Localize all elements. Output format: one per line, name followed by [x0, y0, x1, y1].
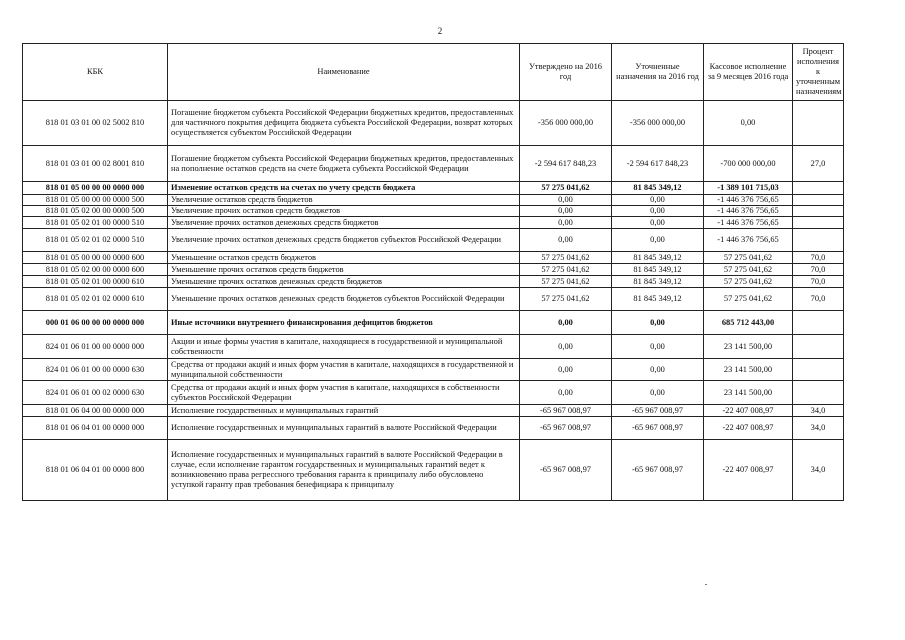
cell-executed: -22 407 008,97 — [704, 417, 793, 440]
header-revised: Уточненные назначения на 2016 год — [612, 44, 704, 101]
cell-name: Средства от продажи акций и иных форм участия в капитале, находящихся в государственной и муниципальной собственности — [168, 359, 520, 381]
cell-revised: 0,00 — [612, 335, 704, 359]
cell-executed: 685 712 443,00 — [704, 311, 793, 335]
cell-approved: -356 000 000,00 — [520, 101, 612, 146]
cell-kbk: 818 01 05 02 01 02 0000 610 — [23, 288, 168, 311]
cell-percent: 27,0 — [793, 146, 844, 182]
cell-revised: 0,00 — [612, 381, 704, 405]
cell-approved: 0,00 — [520, 381, 612, 405]
cell-name: Иные источники внутреннего финансирования дефицитов бюджетов — [168, 311, 520, 335]
table-row — [23, 381, 844, 405]
cell-kbk: 818 01 05 00 00 00 0000 600 — [23, 252, 168, 264]
cell-approved: 57 275 041,62 — [520, 182, 612, 195]
cell-kbk: 818 01 05 02 01 00 0000 510 — [23, 217, 168, 229]
cell-name: Уменьшение прочих остатков средств бюджетов — [168, 264, 520, 276]
cell-approved: -2 594 617 848,23 — [520, 146, 612, 182]
cell-name: Увеличение прочих остатков денежных средств бюджетов — [168, 217, 520, 229]
table-row — [23, 206, 844, 217]
cell-revised: 0,00 — [612, 359, 704, 381]
table-row — [23, 276, 844, 288]
cell-name: Увеличение прочих остатков средств бюджетов — [168, 206, 520, 217]
cell-approved: 0,00 — [520, 195, 612, 206]
cell-kbk: 824 01 06 01 00 00 0000 630 — [23, 359, 168, 381]
cell-name: Погашение бюджетом субъекта Российской Федерации бюджетных кредитов, предоставленных для частичного покрытия дефицита бюджета субъекта Российской Федерации, возврат которых осуществляется субъектом Российской Федерации — [168, 101, 520, 146]
page-number: 2 — [437, 26, 443, 36]
cell-name: Исполнение государственных и муниципальных гарантий в валюте Российской Федерации в случае, если исполнение гарантом государственных и муниципальных гарантий ведет к возникновению права регрессного требования гаранта к принципалу либо обусловлено уступкой гаранту прав требования бенефициара к принципалу — [168, 440, 520, 501]
cell-name: Уменьшение прочих остатков денежных средств бюджетов субъектов Российской Федерации — [168, 288, 520, 311]
cell-percent — [793, 311, 844, 335]
cell-name: Средства от продажи акций и иных форм участия в капитале, находящихся в собственности субъектов Российской Федерации — [168, 381, 520, 405]
cell-name: Уменьшение прочих остатков денежных средств бюджетов — [168, 276, 520, 288]
table-row — [23, 311, 844, 335]
cell-approved: 0,00 — [520, 311, 612, 335]
cell-kbk: 818 01 05 00 00 00 0000 000 — [23, 182, 168, 195]
cell-executed: 23 141 500,00 — [704, 359, 793, 381]
cell-kbk: 818 01 06 04 00 00 0000 000 — [23, 405, 168, 417]
cell-revised: -65 967 008,97 — [612, 405, 704, 417]
cell-revised: 81 845 349,12 — [612, 264, 704, 276]
cell-revised: 0,00 — [612, 217, 704, 229]
cell-kbk: 818 01 03 01 00 02 8001 810 — [23, 146, 168, 182]
cell-revised: 81 845 349,12 — [612, 252, 704, 264]
cell-kbk: 818 01 05 02 01 00 0000 610 — [23, 276, 168, 288]
cell-approved: 57 275 041,62 — [520, 264, 612, 276]
cell-executed: 57 275 041,62 — [704, 252, 793, 264]
cell-kbk: 818 01 06 04 01 00 0000 000 — [23, 417, 168, 440]
cell-name: Увеличение остатков средств бюджетов — [168, 195, 520, 206]
table-row — [23, 101, 844, 146]
table-row — [23, 405, 844, 417]
cell-name: Погашение бюджетом субъекта Российской Федерации бюджетных кредитов, предоставленных на пополнение остатков средств на счете бюджета субъекта Российской Федерации — [168, 146, 520, 182]
table-row — [23, 440, 844, 501]
cell-executed: -1 389 101 715,03 — [704, 182, 793, 195]
cell-executed: -1 446 376 756,65 — [704, 195, 793, 206]
cell-approved: 0,00 — [520, 206, 612, 217]
cell-approved: -65 967 008,97 — [520, 405, 612, 417]
cell-kbk: 824 01 06 01 00 00 0000 000 — [23, 335, 168, 359]
cell-revised: 81 845 349,12 — [612, 288, 704, 311]
cell-revised: 0,00 — [612, 229, 704, 252]
cell-executed: 23 141 500,00 — [704, 335, 793, 359]
cell-approved: -65 967 008,97 — [520, 417, 612, 440]
cell-kbk: 824 01 06 01 00 02 0000 630 — [23, 381, 168, 405]
cell-revised: -356 000 000,00 — [612, 101, 704, 146]
cell-approved: -65 967 008,97 — [520, 440, 612, 501]
cell-percent — [793, 206, 844, 217]
cell-name: Уменьшение остатков средств бюджетов — [168, 252, 520, 264]
cell-percent — [793, 101, 844, 146]
table-row — [23, 335, 844, 359]
cell-percent: 70,0 — [793, 288, 844, 311]
cell-name: Исполнение государственных и муниципальных гарантий — [168, 405, 520, 417]
cell-kbk: 000 01 06 00 00 00 0000 000 — [23, 311, 168, 335]
cell-percent — [793, 229, 844, 252]
table-row — [23, 252, 844, 264]
cell-percent: 70,0 — [793, 252, 844, 264]
cell-percent: 34,0 — [793, 417, 844, 440]
cell-executed: 57 275 041,62 — [704, 264, 793, 276]
cell-executed: -1 446 376 756,65 — [704, 206, 793, 217]
cell-kbk: 818 01 05 02 01 02 0000 510 — [23, 229, 168, 252]
cell-executed: -1 446 376 756,65 — [704, 217, 793, 229]
cell-percent — [793, 359, 844, 381]
cell-approved: 57 275 041,62 — [520, 276, 612, 288]
cell-name: Акции и иные формы участия в капитале, находящиеся в государственной и муниципальной собственности — [168, 335, 520, 359]
header-name: Наименование — [168, 44, 520, 101]
cell-name: Изменение остатков средств на счетах по учету средств бюджета — [168, 182, 520, 195]
cell-approved: 0,00 — [520, 229, 612, 252]
table-row — [23, 288, 844, 311]
cell-executed: 0,00 — [704, 101, 793, 146]
cell-percent: 34,0 — [793, 405, 844, 417]
cell-executed: -700 000 000,00 — [704, 146, 793, 182]
cell-percent — [793, 335, 844, 359]
cell-percent — [793, 217, 844, 229]
cell-executed: 23 141 500,00 — [704, 381, 793, 405]
cell-name: Исполнение государственных и муниципальных гарантий в валюте Российской Федерации — [168, 417, 520, 440]
cell-kbk: 818 01 06 04 01 00 0000 800 — [23, 440, 168, 501]
header-percent: Процент исполнения к уточненным назначениям — [793, 44, 844, 101]
cell-percent — [793, 381, 844, 405]
cell-executed: -1 446 376 756,65 — [704, 229, 793, 252]
header-kbk: КБК — [23, 44, 168, 101]
header-executed: Кассовое исполнение за 9 месяцев 2016 года — [704, 44, 793, 101]
cell-executed: -22 407 008,97 — [704, 405, 793, 417]
cell-approved: 0,00 — [520, 359, 612, 381]
table-row — [23, 417, 844, 440]
table-row — [23, 229, 844, 252]
cell-revised: 81 845 349,12 — [612, 182, 704, 195]
cell-percent: 70,0 — [793, 276, 844, 288]
table-body — [23, 101, 844, 501]
table-row — [23, 195, 844, 206]
cell-approved: 57 275 041,62 — [520, 252, 612, 264]
cell-executed: 57 275 041,62 — [704, 288, 793, 311]
table-row — [23, 359, 844, 381]
cell-kbk: 818 01 05 02 00 00 0000 500 — [23, 206, 168, 217]
cell-revised: 0,00 — [612, 206, 704, 217]
cell-approved: 0,00 — [520, 335, 612, 359]
cell-kbk: 818 01 05 00 00 00 0000 500 — [23, 195, 168, 206]
cell-approved: 0,00 — [520, 217, 612, 229]
cell-revised: -2 594 617 848,23 — [612, 146, 704, 182]
table-header-row — [23, 44, 844, 101]
cell-revised: -65 967 008,97 — [612, 440, 704, 501]
cell-revised: 0,00 — [612, 311, 704, 335]
cell-percent — [793, 195, 844, 206]
table-row — [23, 146, 844, 182]
cell-percent: 70,0 — [793, 264, 844, 276]
table-row — [23, 217, 844, 229]
cell-name: Увеличение прочих остатков денежных средств бюджетов субъектов Российской Федерации — [168, 229, 520, 252]
sources-financing-table — [22, 43, 844, 501]
cell-kbk: 818 01 05 02 00 00 0000 600 — [23, 264, 168, 276]
cell-percent: 34,0 — [793, 440, 844, 501]
table-row — [23, 264, 844, 276]
header-approved: Утверждено на 2016 год — [520, 44, 612, 101]
cell-revised: -65 967 008,97 — [612, 417, 704, 440]
cell-revised: 0,00 — [612, 195, 704, 206]
cell-approved: 57 275 041,62 — [520, 288, 612, 311]
cell-executed: 57 275 041,62 — [704, 276, 793, 288]
scan-speck — [705, 584, 707, 585]
cell-executed: -22 407 008,97 — [704, 440, 793, 501]
table-row — [23, 182, 844, 195]
cell-kbk: 818 01 03 01 00 02 5002 810 — [23, 101, 168, 146]
cell-revised: 81 845 349,12 — [612, 276, 704, 288]
cell-percent — [793, 182, 844, 195]
